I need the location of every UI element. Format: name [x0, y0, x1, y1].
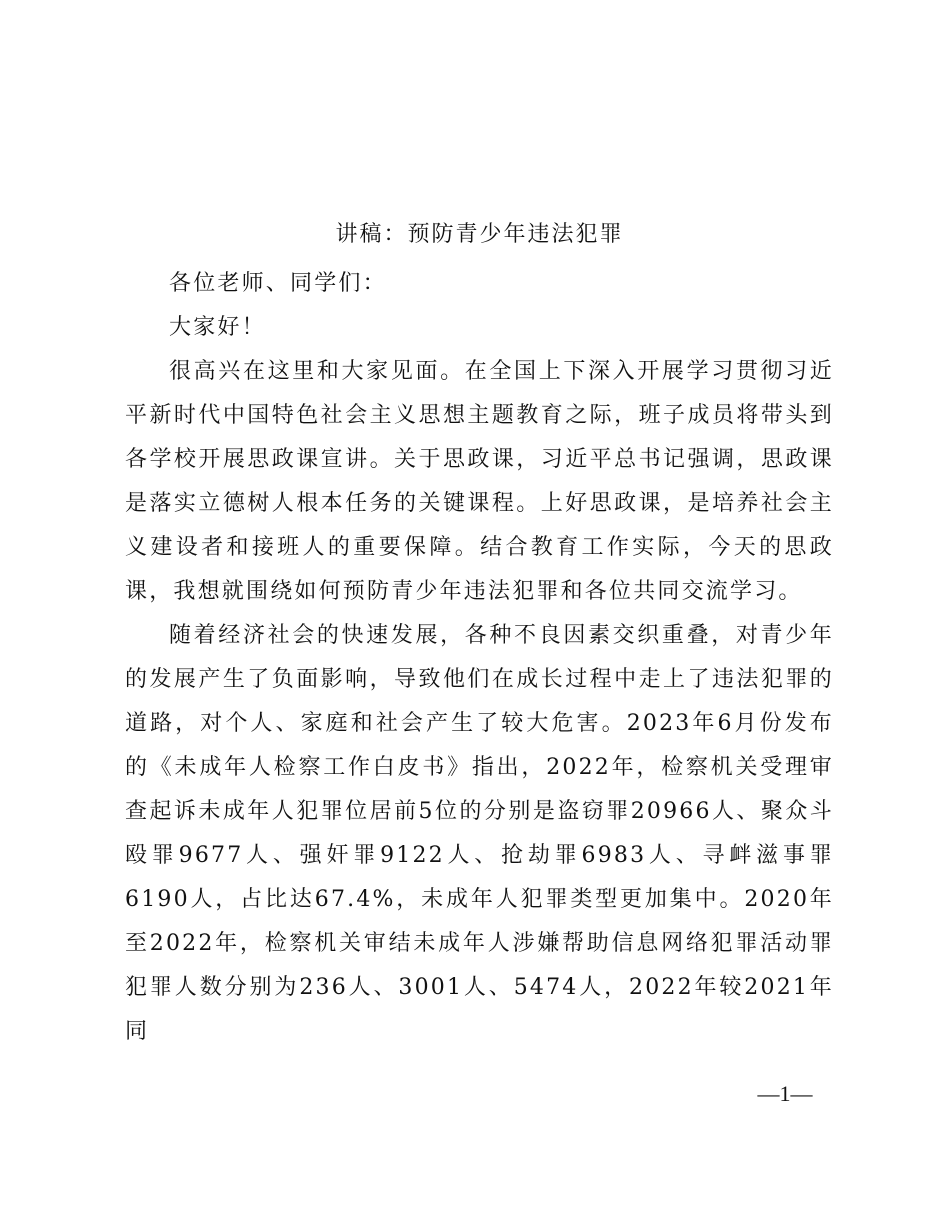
body-paragraph: 随着经济社会的快速发展，各种不良因素交织重叠，对青少年的发展产生了负面影响，导致他们在成长过程中走上了违法犯罪的道路，对个人、家庭和社会产生了较大危害。2023年6月份发布的《未成年人检察工作白皮书》指出，2022年，检察机关受理审查起诉未成年人犯罪位居前5位的分别是盗窃罪20966人、聚众斗殴罪9677人、强奸罪9122人、抢劫罪6983人、寻衅滋事罪6190人，占比达67.4%，未成年人犯罪类型更加集中。2020年至2022年，检察机关审结未成年人涉嫌帮助信息网络犯罪活动罪犯罪人数分别为236人、3001人、5474人，2022年较2021年同	[125, 623, 834, 1044]
page-number: —1—	[757, 1081, 813, 1106]
greeting: 大家好！	[169, 315, 266, 340]
document-body	[125, 262, 834, 1054]
document-title: 讲稿：预防青少年违法犯罪	[335, 222, 624, 247]
body-paragraph: 很高兴在这里和大家见面。在全国上下深入开展学习贯彻习近平新时代中国特色社会主义思想主题教育之际，班子成员将带头到各学校开展思政课宣讲。关于思政课，习近平总书记强调，思政课是落实立德树人根本任务的关键课程。上好思政课，是培养社会主义建设者和接班人的重要保障。结合教育工作实际，今天的思政课，我想就围绕如何预防青少年违法犯罪和各位共同交流学习。	[125, 359, 834, 604]
salutation: 各位老师、同学们：	[169, 271, 387, 296]
